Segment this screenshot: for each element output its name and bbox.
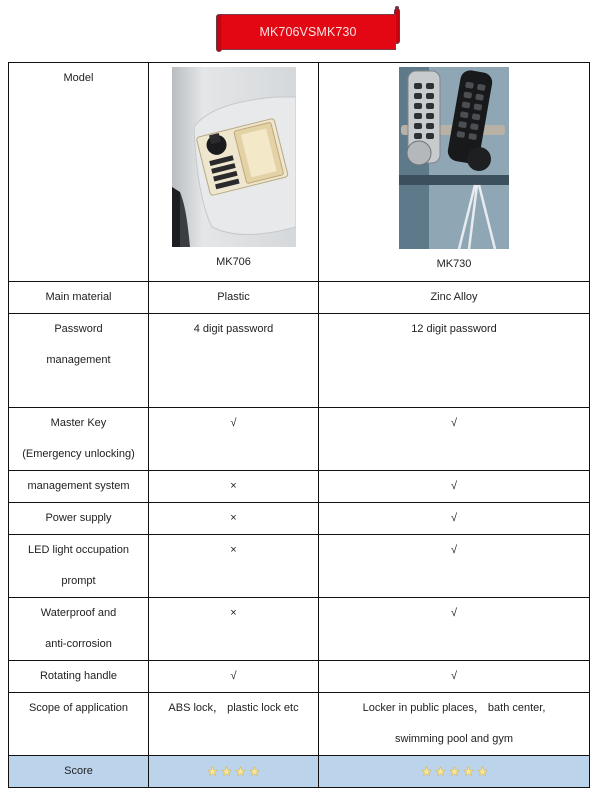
star-icon bbox=[207, 766, 218, 777]
check-icon: √ bbox=[319, 661, 590, 693]
value-mk730: 12 digit password bbox=[319, 314, 590, 408]
row-label: Power supply bbox=[9, 503, 149, 535]
mk706-lock-photo bbox=[172, 67, 296, 247]
title-banner bbox=[216, 8, 400, 50]
value-mk706: Plastic bbox=[149, 282, 319, 314]
value-mk706: ABS lock， plastic lock etc bbox=[149, 693, 319, 756]
star-icon bbox=[449, 766, 460, 777]
cross-icon: × bbox=[149, 598, 319, 661]
mk730-lock-photo bbox=[399, 67, 509, 249]
row-label: management system bbox=[9, 471, 149, 503]
check-icon: √ bbox=[149, 661, 319, 693]
star-rating bbox=[207, 766, 260, 777]
table-row-waterproof bbox=[9, 598, 590, 661]
row-label: Waterproof and anti-corrosion bbox=[9, 598, 149, 661]
score-mk706 bbox=[149, 756, 319, 788]
star-icon bbox=[249, 766, 260, 777]
model-name: MK706 bbox=[216, 256, 251, 268]
table-row-rotating-handle bbox=[9, 661, 590, 693]
row-label: Main material bbox=[9, 282, 149, 314]
value-mk730: Locker in public places， bath center, swimming pool and gym bbox=[319, 693, 590, 756]
value-mk730: Zinc Alloy bbox=[319, 282, 590, 314]
table-row-led-light bbox=[9, 535, 590, 598]
table-row-scope-of-application bbox=[9, 693, 590, 756]
model-name: MK730 bbox=[436, 258, 472, 270]
banner-scroll-left bbox=[216, 14, 222, 52]
row-label: Model bbox=[9, 63, 149, 282]
row-label: Scope of application bbox=[9, 693, 149, 756]
table-row-score bbox=[9, 756, 590, 788]
table-row-power-supply bbox=[9, 503, 590, 535]
cross-icon: × bbox=[149, 471, 319, 503]
product-cell-mk706 bbox=[149, 63, 319, 282]
check-icon: √ bbox=[149, 408, 319, 471]
star-icon bbox=[435, 766, 446, 777]
row-label: Rotating handle bbox=[9, 661, 149, 693]
cross-icon: × bbox=[149, 535, 319, 598]
star-icon bbox=[221, 766, 232, 777]
table-row-password-management bbox=[9, 314, 590, 408]
table-row-master-key bbox=[9, 408, 590, 471]
check-icon: √ bbox=[319, 503, 590, 535]
row-label: Master Key (Emergency unlocking) bbox=[9, 408, 149, 471]
row-label: Score bbox=[9, 756, 149, 788]
banner-title: MK706VSMK730 bbox=[220, 14, 396, 50]
star-icon bbox=[235, 766, 246, 777]
value-mk706: 4 digit password bbox=[149, 314, 319, 408]
comparison-table bbox=[8, 62, 590, 788]
check-icon: √ bbox=[319, 598, 590, 661]
table-row-model bbox=[9, 63, 590, 282]
score-mk730 bbox=[319, 756, 590, 788]
check-icon: √ bbox=[319, 535, 590, 598]
check-icon: √ bbox=[319, 408, 590, 471]
table-row-management-system bbox=[9, 471, 590, 503]
row-label: LED light occupation prompt bbox=[9, 535, 149, 598]
star-icon bbox=[463, 766, 474, 777]
star-rating bbox=[421, 766, 488, 777]
table-row-main-material bbox=[9, 282, 590, 314]
cross-icon: × bbox=[149, 503, 319, 535]
product-cell-mk730 bbox=[319, 63, 590, 282]
check-icon: √ bbox=[319, 471, 590, 503]
star-icon bbox=[421, 766, 432, 777]
row-label: Password management bbox=[9, 314, 149, 408]
star-icon bbox=[477, 766, 488, 777]
